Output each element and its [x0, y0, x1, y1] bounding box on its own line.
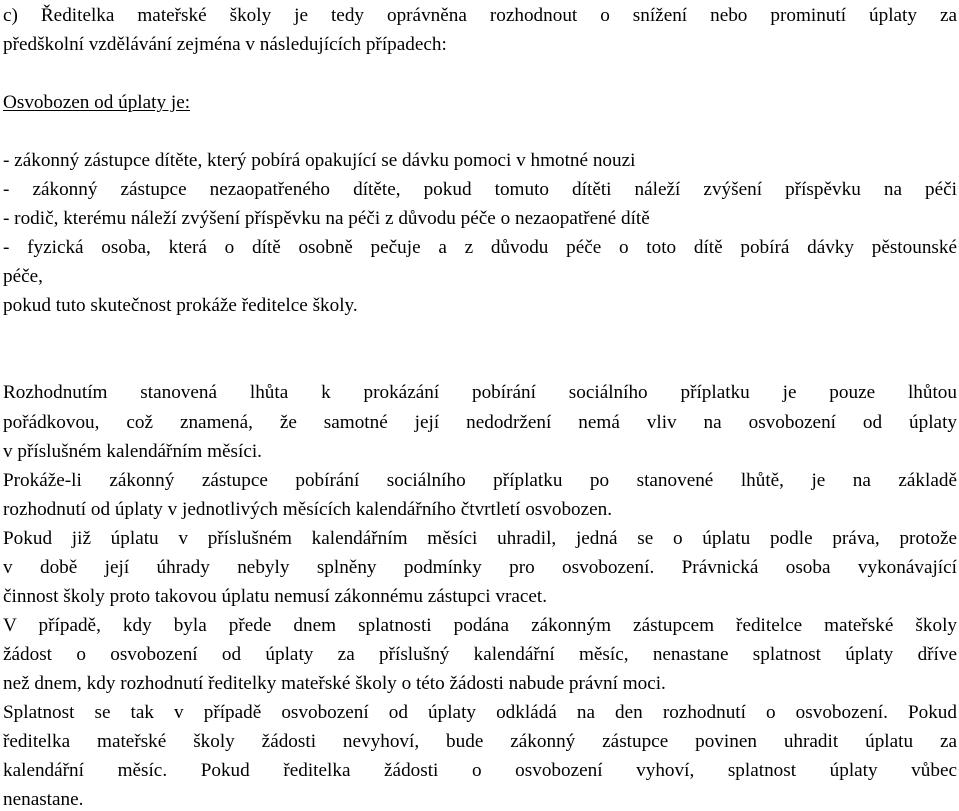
paragraph-line-15: nenastane. — [3, 789, 84, 810]
paragraph-line-11: než dnem, kdy rozhodnutí ředitelky mateřské školy o této žádosti nabude právní moci. — [3, 673, 666, 694]
exemption-heading — [3, 92, 957, 114]
exemption-item-1: - zákonný zástupce dítěte, který pobírá opakující se dávku pomoci v hmotné nouzi — [3, 150, 636, 171]
paragraph-line-6: Pokud již úplatu v příslušném kalendářním měsíci uhradil, jedná se o úplatu podle práva, protože — [3, 528, 957, 549]
paragraph-line-13: ředitelka mateřské školy žádosti nevyhoví, bude zákonný zástupce povinen uhradit úplatu za — [3, 731, 957, 752]
exemption-condition: pokud tuto skutečnost prokáže ředitelce školy. — [3, 295, 358, 316]
paragraph-line-10: žádost o osvobození od úplaty za příslušný kalendářní měsíc, nenastane splatnost úplaty dříve — [3, 644, 957, 665]
paragraph-line-5: rozhodnutí od úplaty v jednotlivých měsících kalendářního čtvrtletí osvobozen. — [3, 499, 613, 520]
exemption-item-3: - rodič, kterému náleží zvýšení příspěvku na péči z důvodu péče o nezaopatřené dítě — [3, 208, 650, 229]
exemption-heading-text: Osvobozen od úplaty je: — [3, 92, 191, 113]
paragraph-line-9: V případě, kdy byla přede dnem splatnosti podána zákonným zástupcem ředitelce mateřské školy — [3, 615, 957, 636]
paragraph-line-1: Rozhodnutím stanovená lhůta k prokázání pobírání sociálního příplatku je pouze lhůtou — [3, 382, 957, 403]
exemption-item-2: - zákonný zástupce nezaopatřeného dítěte, pokud tomuto dítěti náleží zvýšení příspěvku na péči — [3, 179, 957, 200]
paragraph-line-7: v době její úhrady nebyly splněny podmínky pro osvobození. Právnická osoba vykonávající — [3, 557, 957, 578]
paragraph-line-3: v příslušném kalendářním měsíci. — [3, 441, 262, 462]
paragraph-line-14: kalendářní měsíc. Pokud ředitelka žádosti o osvobození vyhoví, splatnost úplaty vůbec — [3, 760, 957, 781]
paragraph-line-12: Splatnost se tak v případě osvobození od úplaty odkládá na den rozhodnutí o osvobození. Pokud — [3, 702, 957, 723]
intro-line-2: předškolní vzdělávání zejména v následujících případech: — [3, 34, 447, 55]
exemption-item-4: - fyzická osoba, která o dítě osobně pečuje a z důvodu péče o toto dítě pobírá dávky pěstounské — [3, 237, 957, 258]
intro-line-1: c) Ředitelka mateřské školy je tedy oprávněna rozhodnout o snížení nebo prominutí úplaty za — [3, 5, 957, 26]
paragraph-line-4: Prokáže-li zákonný zástupce pobírání sociálního příplatku po stanovené lhůtě, je na základě — [3, 470, 957, 491]
paragraph-line-8: činnost školy proto takovou úplatu nemusí zákonnému zástupci vracet. — [3, 586, 548, 607]
paragraph-line-2: pořádkovou, což znamená, že samotné její nedodržení nemá vliv na osvobození od úplaty — [3, 412, 957, 433]
exemption-item-4-cont: péče, — [3, 266, 43, 287]
